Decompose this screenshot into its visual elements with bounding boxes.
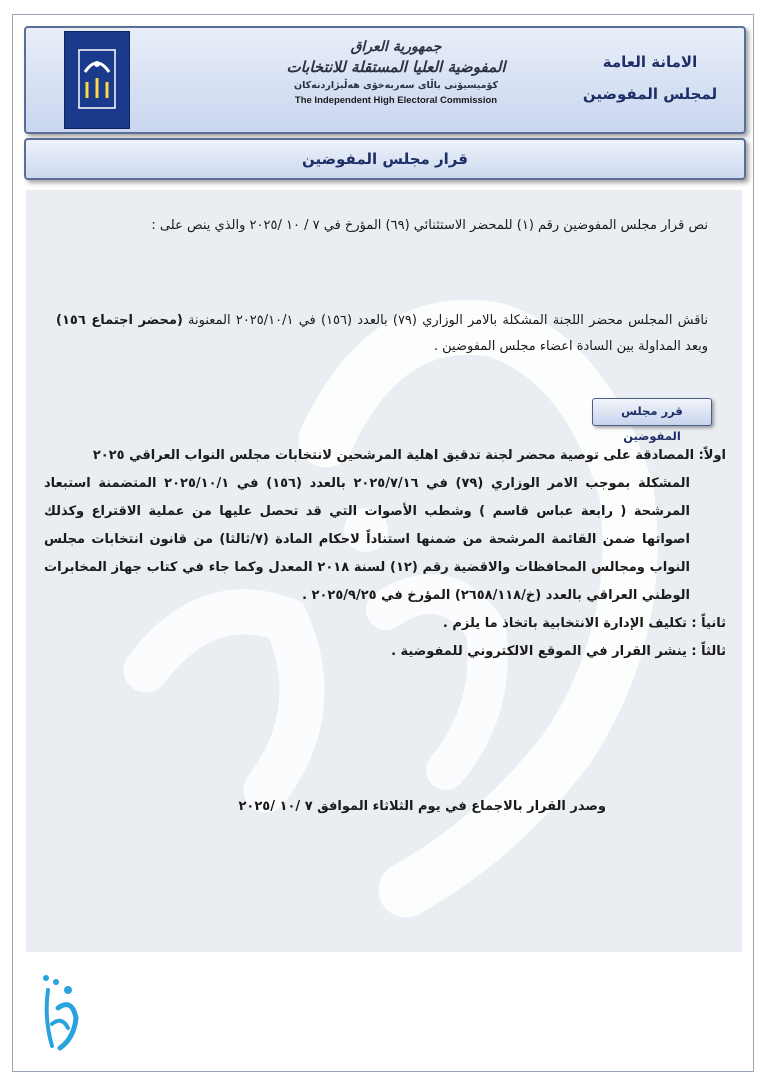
decisions-list	[44, 442, 726, 666]
discussion-tail: وبعد المداولة بين السادة اعضاء مجلس المفوضين .	[433, 339, 708, 354]
discussion-minutes-ref: (محضر اجتماع ١٥٦)	[56, 313, 183, 328]
decision-first-continued: المشكلة بموجب الامر الوزاري (٧٩) في ٢٠٢٥/٧/١٦ بالعدد (١٥٦) في ٢٠٢٥/١٠/١ المتضمنة استبعاد المرشحة ( رابعة عباس قاسم ) وشطب الأصوات التي قد تحصل عليها من عملية الاقتراع وكذلك اصواتها ضمن القائمة المرشحة من ضمنها استناداً لاحكام المادة (٧/ثالثا) من قانون انتخابات مجلس النواب ومجالس المحافظات والاقضية رقم (١٢) لسنة ٢٠١٨ المعدل وكما جاء في كتاب جهاز المخابرات الوطني العراقي بالعدد (خ/٢٦٥٨/١١٨) المؤرخ في ٢٠٢٥/٩/٢٥ .	[44, 476, 691, 603]
decision-first-text: المصادقة على توصية محضر لجنة تدقيق اهلية المرشحين لانتخابات مجلس النواب العراقي ٢٠٢٥	[92, 448, 695, 463]
secretariat-line1: الامانة العامة	[602, 53, 698, 71]
org-name-kurdish: كۆمیسیۆنی باڵای سەربەخۆی هەڵبژاردنەکان	[293, 80, 499, 91]
decision-first	[44, 442, 726, 470]
secretariat-label	[570, 46, 730, 110]
decision-second: ثانياً : تكليف الإدارة الانتخابية باتخاذ ما يلزم .	[442, 616, 726, 631]
decided-label: قرر مجلس المفوضين	[592, 398, 712, 426]
org-country: جمهورية العراق	[350, 39, 442, 55]
decision-third: ثالثاً : ينشر القرار في الموقع الالكتروني للمفوضية .	[391, 644, 726, 659]
document-body	[26, 190, 742, 952]
commission-logo-icon	[65, 32, 129, 128]
commission-logo	[64, 31, 130, 129]
discussion-text: ناقش المجلس محضر اللجنة المشكلة بالامر الوزاري (٧٩) بالعدد (١٥٦) في ٢٠٢٥/١٠/١ المعنونة	[188, 313, 709, 328]
decision-first-prefix: اولاً:	[694, 448, 726, 463]
org-name-arabic: المفوضية العليا المستقلة للانتخابات	[286, 58, 506, 76]
org-name-block	[276, 38, 516, 108]
letterhead	[24, 26, 746, 134]
org-name-english: The Independent High Electoral Commission	[294, 95, 498, 106]
issued-statement: وصدر القرار بالاجماع في يوم الثلاثاء الموافق ٧ /١٠ /٢٠٢٥	[238, 799, 606, 814]
footer-logo-icon	[32, 968, 88, 1054]
intro-paragraph: نص قرار مجلس المفوضين رقم (١) للمحضر الاستثنائي (٦٩) المؤرخ في ٧ / ١٠ /٢٠٢٥ والذي ينص على :	[151, 218, 708, 233]
secretariat-line2: لمجلس المفوضين	[582, 85, 718, 103]
discussion-paragraph	[56, 308, 708, 360]
document-title: قرار مجلس المفوضين	[24, 138, 746, 180]
